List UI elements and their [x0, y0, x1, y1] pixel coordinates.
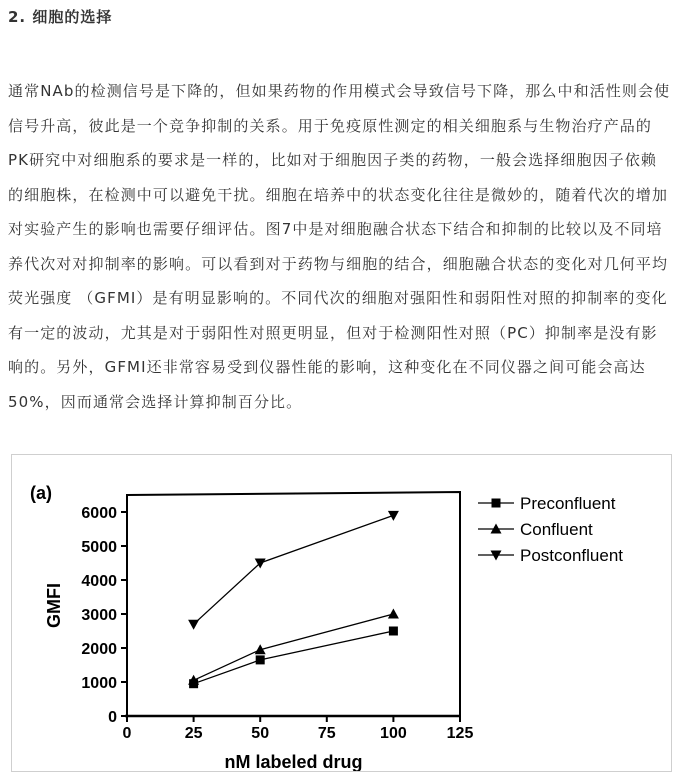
paragraph-line: 响的。另外，GFMI还非常容易受到仪器性能的影响，这种变化在不同仪器之间可能会高达: [8, 358, 646, 376]
x-tick-label: 75: [317, 725, 336, 742]
paragraph-line: 的细胞株，在检测中可以避免干扰。细胞在培养中的状态变化往往是微妙的，随着代次的增加: [8, 185, 669, 204]
series-confluent: [188, 609, 399, 685]
paragraph-line: 有一定的波动，尤其是对于弱阳性对照更明显，但对于检测阳性对照（PC）抑制率是没有影: [8, 323, 658, 342]
square-marker: [492, 499, 501, 508]
section-heading: 2. 细胞的选择: [8, 8, 113, 26]
series-line: [194, 515, 394, 624]
paragraph-line: 对实验产生的影响也需要仔细评估。图7中是对细胞融合状态下结合和抑制的比较以及不同培: [8, 220, 663, 238]
legend-item: [478, 546, 623, 565]
paragraph-line: 荧光强度 （GFMI）是有明显影响的。不同代次的细胞对强阳性和弱阳性对照的抑制率的变化: [8, 289, 668, 307]
legend: [478, 494, 623, 565]
series-line: [194, 631, 394, 684]
y-tick-label: 4000: [81, 573, 117, 590]
legend-item: [478, 494, 616, 513]
x-tick-label: 0: [122, 725, 132, 742]
paragraph-line: 信号升高，彼此是一个竞争抑制的关系。用于免疫原性测定的相关细胞系与生物治疗产品的: [8, 116, 653, 135]
y-tick-label: 6000: [81, 505, 117, 522]
gmfi-line-chart: [12, 455, 671, 771]
legend-label: Postconfluent: [520, 546, 624, 565]
legend-label: Preconfluent: [520, 494, 616, 513]
x-tick-label: 100: [380, 725, 407, 742]
triangle-up-marker: [388, 609, 399, 619]
y-axis-label: GMFI: [44, 583, 64, 628]
paragraph-line: 通常NAb的检测信号是下降的，但如果药物的作用模式会导致信号下降，那么中和活性则会使: [8, 82, 671, 100]
x-tick-label: 125: [446, 725, 474, 742]
figure-7a: [11, 454, 672, 772]
panel-label: (a): [30, 483, 52, 503]
series-line: [194, 614, 394, 680]
paragraph-line: 养代次对对抑制率的影响。可以看到对于药物与细胞的结合，细胞融合状态的变化对几何平均: [8, 254, 669, 273]
x-axis-label: nM labeled drug: [224, 752, 363, 771]
y-tick-label: 0: [108, 709, 117, 726]
series-postconfluent: [188, 511, 399, 630]
plot-frame: [127, 492, 460, 716]
body-paragraph: [8, 74, 676, 419]
series-preconfluent: [189, 627, 398, 689]
x-tick-label: 25: [184, 725, 203, 742]
y-tick-label: 2000: [81, 641, 117, 658]
square-marker: [389, 627, 398, 636]
y-tick-label: 1000: [81, 675, 117, 692]
legend-item: [478, 520, 593, 539]
y-tick-label: 5000: [81, 539, 117, 556]
paragraph-line: PK研究中对细胞系的要求是一样的，比如对于细胞因子类的药物，一般会选择细胞因子依赖: [8, 151, 657, 169]
triangle-down-marker: [388, 511, 399, 521]
square-marker: [256, 655, 265, 664]
paragraph-line: 50%，因而通常会选择计算抑制百分比。: [8, 392, 303, 411]
legend-label: Confluent: [520, 520, 593, 539]
triangle-down-marker: [188, 620, 199, 630]
x-tick-label: 50: [251, 725, 270, 742]
y-tick-label: 3000: [81, 607, 117, 624]
